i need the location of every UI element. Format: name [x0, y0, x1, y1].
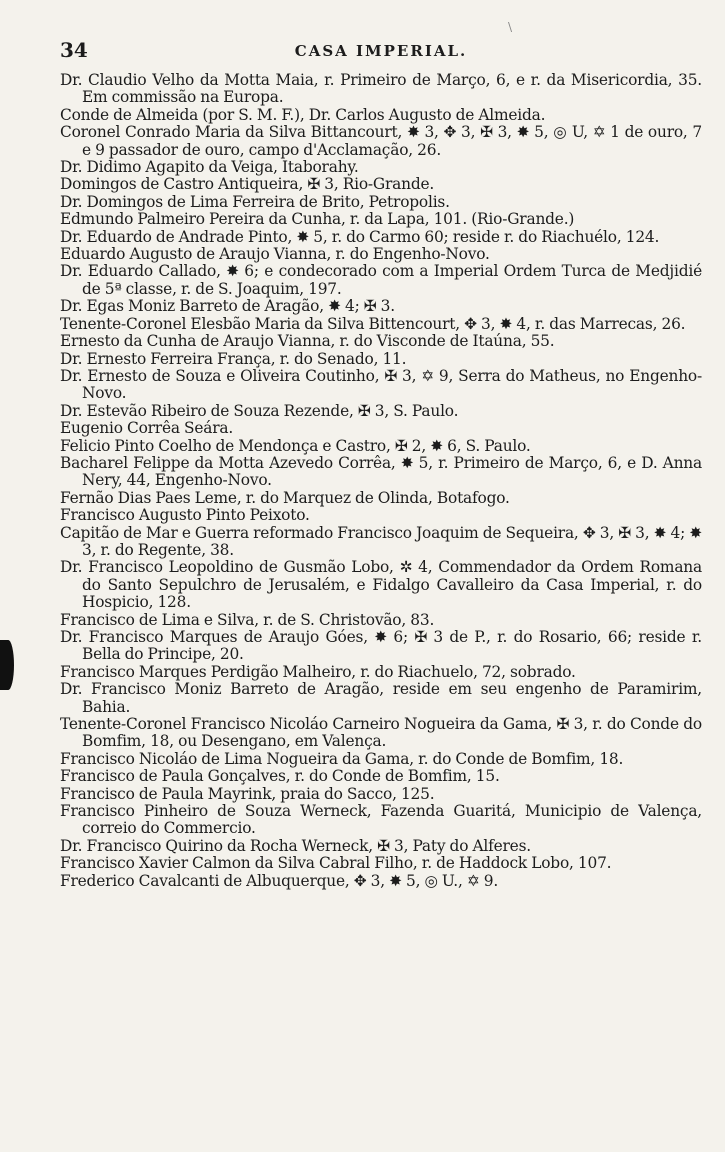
list-item: Dr. Didimo Agapito da Veiga, Itaborahy.: [60, 158, 359, 177]
list-item: Dr. Eduardo de Andrade Pinto, ✸ 5, r. do Carmo 60; reside r. do Riachuélo, 124.: [60, 227, 660, 246]
list-item: Conde de Almeida (por S. M. F.), Dr. Carlos Augusto de Almeida.: [60, 105, 546, 124]
entry-list: [60, 72, 702, 890]
list-item: Felicio Pinto Coelho de Mendonça e Castro, ✠ 2, ✸ 6, S. Paulo.: [60, 436, 531, 455]
list-item: Francisco Nicoláo de Lima Nogueira da Gama, r. do Conde de Bomfim, 18.: [60, 749, 624, 768]
list-item: Frederico Cavalcanti de Albuquerque, ✥ 3, ✸ 5, ◎ U., ✡ 9.: [60, 871, 499, 890]
list-item: Capitão de Mar e Guerra reformado Francisco Joaquim de Sequeira, ✥ 3, ✠ 3, ✸ 4; ✸ 3, r. do Regente, 38.: [60, 523, 702, 559]
list-item: Tenente-Coronel Elesbão Maria da Silva Bittencourt, ✥ 3, ✸ 4, r. das Marrecas, 26.: [60, 314, 686, 333]
list-item: Tenente-Coronel Francisco Nicoláo Carneiro Nogueira da Gama, ✠ 3, r. do Conde do Bomfim, 18, ou Desengano, em Valença.: [60, 715, 702, 751]
running-head: CASA IMPERIAL.: [294, 42, 468, 60]
stray-mark: \: [508, 20, 513, 34]
list-item: Dr. Ernesto Ferreira França, r. do Senado, 11.: [60, 349, 407, 368]
list-item: Dr. Francisco Leopoldino de Gusmão Lobo, ✲ 4, Commendador da Ordem Romana do Santo Sepulchro de Jerusalém, e Fidalgo Cavalleiro da Casa Imperial, r. do Hospicio, 128.: [60, 558, 702, 612]
list-item: Francisco de Lima e Silva, r. de S. Christovão, 83.: [60, 610, 435, 629]
list-item: Dr. Claudio Velho da Motta Maia, r. Primeiro de Março, 6, e r. da Misericordia, 35. Em commissão na Europa.: [60, 71, 702, 107]
list-item: Francisco de Paula Gonçalves, r. do Conde de Bomfim, 15.: [60, 767, 500, 786]
list-item: Domingos de Castro Antiqueira, ✠ 3, Rio-Grande.: [60, 175, 435, 194]
list-item: Dr. Eduardo Callado, ✸ 6; e condecorado com a Imperial Ordem Turca de Medjidié de 5ª classe, r. de S. Joaquim, 197.: [60, 262, 702, 298]
list-item: Francisco Xavier Calmon da Silva Cabral Filho, r. de Haddock Lobo, 107.: [60, 854, 612, 873]
page-number: 34: [60, 38, 88, 62]
list-item: Fernão Dias Paes Leme, r. do Marquez de Olinda, Botafogo.: [60, 488, 510, 507]
list-item: Ernesto da Cunha de Araujo Vianna, r. do Visconde de Itaúna, 55.: [60, 332, 555, 351]
list-item: Dr. Francisco Marques de Araujo Góes, ✸ 6; ✠ 3 de P., r. do Rosario, 66; reside r. Bella do Principe, 20.: [60, 628, 702, 664]
list-item: Francisco Pinheiro de Souza Werneck, Fazenda Guaritá, Municipio de Valença, correio do Commercio.: [60, 802, 702, 838]
list-item: Dr. Egas Moniz Barreto de Aragão, ✸ 4; ✠ 3.: [60, 297, 395, 316]
list-item: Dr. Francisco Quirino da Rocha Werneck, ✠ 3, Paty do Alferes.: [60, 836, 531, 855]
list-item: Eugenio Corrêa Seára.: [60, 419, 234, 438]
list-item: Francisco de Paula Mayrink, praia do Sacco, 125.: [60, 784, 435, 803]
list-item: Dr. Domingos de Lima Ferreira de Brito, Petropolis.: [60, 192, 450, 211]
list-item: Dr. Francisco Moniz Barreto de Aragão, reside em seu engenho de Paramirim, Bahia.: [60, 680, 702, 716]
list-item: Francisco Augusto Pinto Peixoto.: [60, 506, 310, 525]
list-item: Dr. Estevão Ribeiro de Souza Rezende, ✠ 3, S. Paulo.: [60, 401, 459, 420]
list-item: Eduardo Augusto de Araujo Vianna, r. do Engenho-Novo.: [60, 245, 490, 264]
list-item: Edmundo Palmeiro Pereira da Cunha, r. da Lapa, 101. (Rio-Grande.): [60, 210, 575, 229]
binding-hole-mark: [0, 640, 14, 690]
list-item: Bacharel Felippe da Motta Azevedo Corrêa, ✸ 5, r. Primeiro de Março, 6, e D. Anna Nery, 44, Engenho-Novo.: [60, 453, 702, 490]
list-item: Dr. Ernesto de Souza e Oliveira Coutinho, ✠ 3, ✡ 9, Serra do Matheus, no Engenho-Novo.: [60, 366, 702, 403]
document-page: [60, 38, 702, 890]
list-item: Francisco Marques Perdigão Malheiro, r. do Riachuelo, 72, sobrado.: [60, 662, 576, 681]
list-item: Coronel Conrado Maria da Silva Bittancourt, ✸ 3, ✥ 3, ✠ 3, ✸ 5, ◎ U, ✡ 1 de ouro, 7 e 9 passador de ouro, campo d'Acclamação, 26.: [60, 123, 702, 159]
page-header: [60, 38, 702, 68]
